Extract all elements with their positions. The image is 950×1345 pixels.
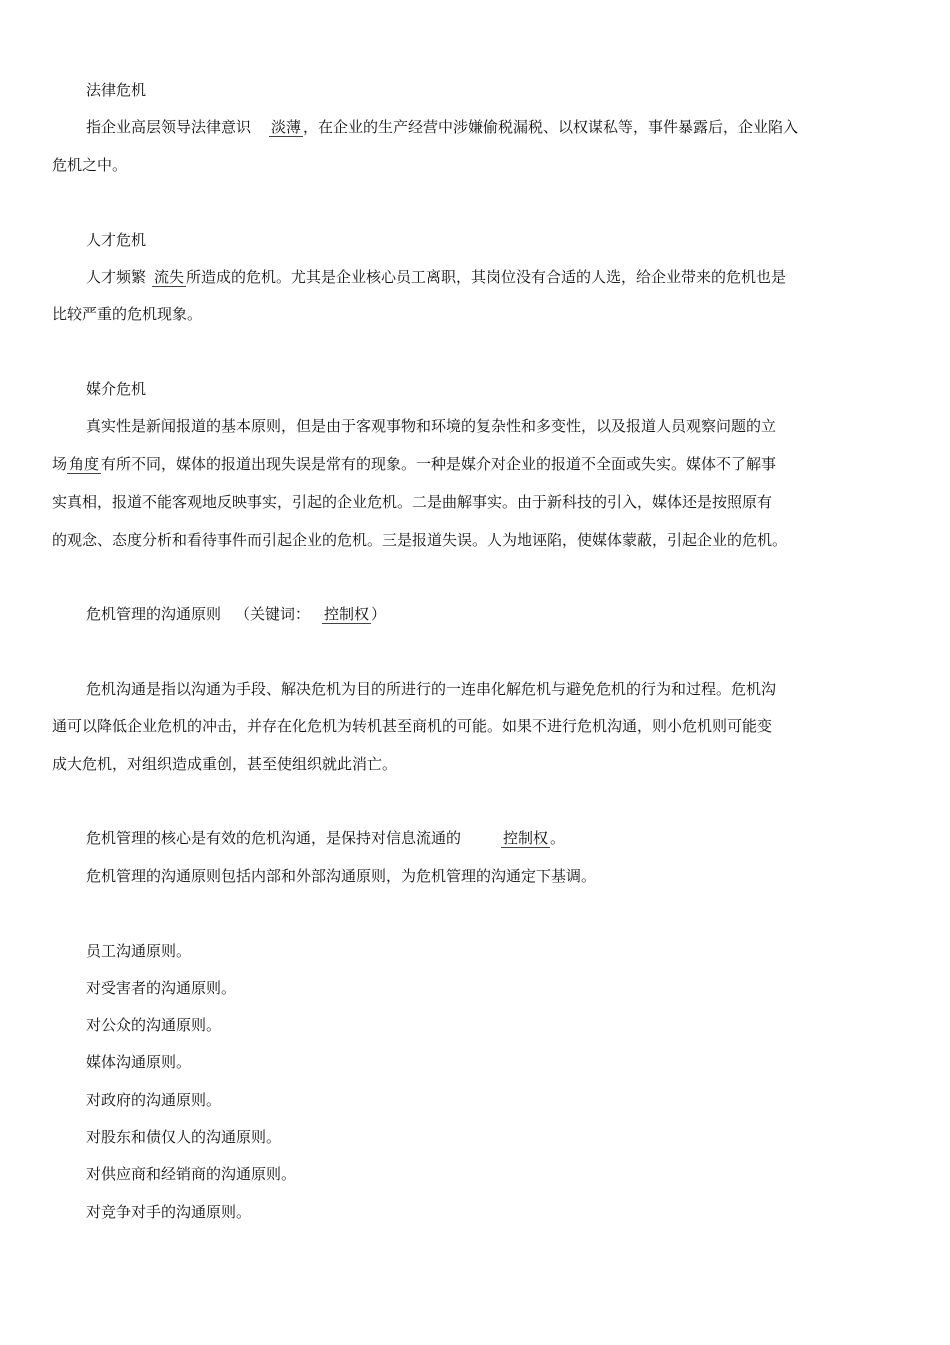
heading-legal-crisis: 法律危机 bbox=[86, 81, 147, 99]
text: 场 bbox=[52, 455, 68, 473]
list-item: 对公众的沟通原则。 bbox=[86, 1016, 222, 1034]
list-item: 对股东和债仅人的沟通原则。 bbox=[86, 1128, 282, 1146]
paragraph-line: 成大危机，对组织造成重创，甚至使组织就此消亡。 bbox=[52, 755, 398, 773]
list-item: 对供应商和经销商的沟通原则。 bbox=[86, 1165, 297, 1183]
list-item: 媒体沟通原则。 bbox=[86, 1053, 192, 1071]
keyword-prefix: （关键词： bbox=[235, 605, 311, 623]
text: 。 bbox=[550, 829, 566, 847]
heading-communication-principles bbox=[86, 604, 386, 624]
paragraph-line bbox=[86, 828, 565, 848]
text: 危机管理的核心是有效的危机沟通，是保持对信息流通的 bbox=[86, 829, 462, 847]
keyword-answer: 控制权 bbox=[324, 605, 370, 623]
fill-blank-answer: 淡薄 bbox=[271, 118, 302, 136]
list-item: 对政府的沟通原则。 bbox=[86, 1091, 222, 1109]
paragraph-line bbox=[86, 117, 798, 137]
heading-media-crisis: 媒介危机 bbox=[86, 380, 147, 398]
text: 所造成的危机。尤其是企业核心员工离职，其岗位没有合适的人选，给企业带来的危机也是 bbox=[186, 268, 787, 286]
heading-text: 危机管理的沟通原则 bbox=[86, 605, 222, 623]
paragraph-line: 危机管理的沟通原则包括内部和外部沟通原则，为危机管理的沟通定下基调。 bbox=[86, 867, 597, 885]
list-item: 员工沟通原则。 bbox=[86, 942, 192, 960]
list-item: 对受害者的沟通原则。 bbox=[86, 979, 237, 997]
paragraph-line: 实真相，报道不能客观地反映事实，引起的企业危机。二是曲解事实。由于新科技的引入，媒体还是按照原有 bbox=[52, 493, 773, 511]
paragraph-line: 危机沟通是指以沟通为手段、解决危机为目的所进行的一连串化解危机与避免危机的行为和过程。危机沟 bbox=[86, 680, 777, 698]
paragraph-line: 真实性是新闻报道的基本原则，但是由于客观事物和环境的复杂性和多变性，以及报道人员观察问题的立 bbox=[86, 417, 777, 435]
text: ，在企业的生产经营中涉嫌偷税漏税、以权谋私等，事件暴露后，企业陷入 bbox=[303, 118, 799, 136]
paragraph-line bbox=[86, 267, 786, 287]
fill-blank-answer: 控制权 bbox=[503, 829, 549, 847]
keyword-suffix: ） bbox=[371, 605, 387, 623]
list-item: 对竞争对手的沟通原则。 bbox=[86, 1203, 252, 1221]
heading-talent-crisis: 人才危机 bbox=[86, 231, 147, 249]
paragraph-line bbox=[52, 454, 776, 474]
paragraph-line: 比较严重的危机现象。 bbox=[52, 305, 203, 323]
paragraph-line: 危机之中。 bbox=[52, 156, 128, 174]
text: 指企业高层领导法律意识 bbox=[86, 118, 252, 136]
text: 人才频繁 bbox=[86, 268, 147, 286]
paragraph-line: 通可以降低企业危机的冲击，并存在化危机为转机甚至商机的可能。如果不进行危机沟通，则小危机则可能变 bbox=[52, 717, 773, 735]
fill-blank-answer: 流失 bbox=[154, 268, 185, 286]
paragraph-line: 的观念、态度分析和看待事件而引起企业的危机。三是报道失误。人为地诬陷，使媒体蒙蔽，引起企业的危机。 bbox=[52, 531, 788, 549]
fill-blank-answer: 角度 bbox=[69, 455, 100, 473]
text: 有所不同，媒体的报道出现失误是常有的现象。一种是媒介对企业的报道不全面或失实。媒体不了解事 bbox=[101, 455, 777, 473]
